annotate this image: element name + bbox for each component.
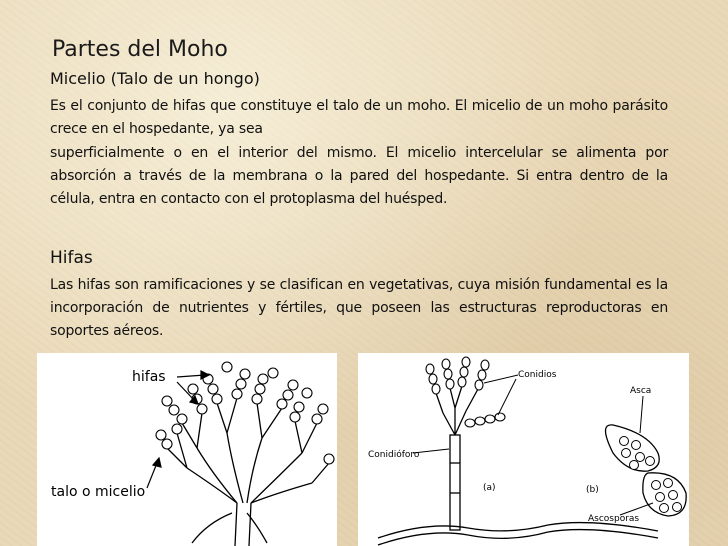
mold-illustration — [37, 353, 337, 546]
page-title: Partes del Moho — [52, 37, 228, 62]
label-ascosporas: Ascosporas — [588, 514, 640, 524]
section-title-micelio: Micelio (Talo de un hongo) — [50, 69, 260, 88]
label-conidios: Conidios — [518, 370, 557, 380]
section-title-hifas: Hifas — [50, 248, 93, 268]
hifas-paragraph: Las hifas son ramificaciones y se clasifican en vegetativas, cuya misión fundamental es la incorporación de nutrientes y fértiles, que poseen las estructuras reproductoras en soportes aéreos. — [50, 277, 668, 339]
label-talo-micelio: talo o micelio — [51, 484, 146, 500]
label-asca: Asca — [630, 386, 652, 396]
label-conidioforo: Conidióforo — [368, 450, 420, 460]
micelio-paragraph-2: superficialmente o en el interior del mismo. El micelio intercelular se alimenta por absorción a través de la membrana o la pared del hospedante. Si entra dentro de la célula, entra en contacto con el protoplasma del huésped. — [50, 145, 668, 207]
conidia-asca-illustration — [358, 353, 689, 546]
label-hifas: hifas — [132, 369, 166, 385]
label-a: (a) — [483, 483, 496, 493]
label-b: (b) — [586, 485, 599, 495]
micelio-paragraph-1: Es el conjunto de hifas que constituye el talo de un moho. El micelio de un moho parásito crece en el hospedante, ya sea — [50, 98, 668, 137]
